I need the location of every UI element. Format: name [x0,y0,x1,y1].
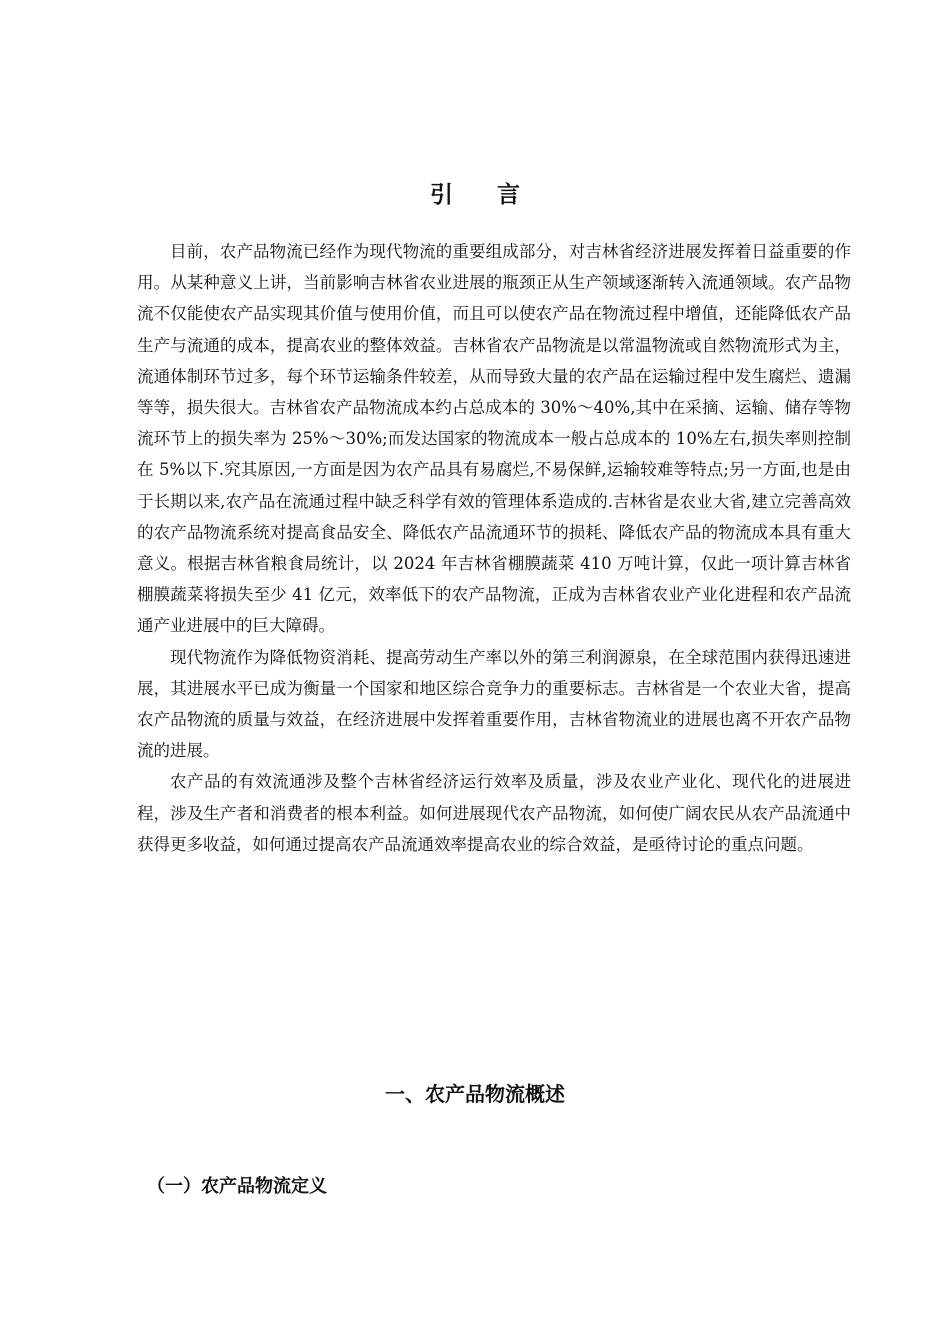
sub-heading: （一）农产品物流定义 [147,1176,327,1197]
body-text [137,236,851,860]
paragraph: 现代物流作为降低物资消耗、提高劳动生产率以外的第三利润源泉，在全球范围内获得迅速进展，其进展水平已成为衡量一个国家和地区综合竞争力的重要标志。吉林省是一个农业大省，提高农产品物流的质量与效益，在经济进展中发挥着重要作用，吉林省物流业的进展也离不开农产品物流的进展。 [137,647,851,761]
page-title: 引 言 [429,182,538,208]
paragraph: 目前，农产品物流已经作为现代物流的重要组成部分，对吉林省经济进展发挥着日益重要的作用。从某种意义上讲，当前影响吉林省农业进展的瓶颈正从生产领域逐渐转入流通领域。农产品物流不仅能使农产品实现其价值与使用价值，而且可以使农产品在物流过程中增值，还能降低农产品生产与流通的成本，提高农业的整体效益。吉林省农产品物流是以常温物流或自然物流形式为主，流通体制环节过多，每个环节运输条件较差，从而导致大量的农产品在运输过程中发生腐烂、遗漏等等，损失很大。吉林省农产品物流成本约占总成本的 30%～40%,其中在采摘、运输、储存等物流环节上的损失率为 25%～30%;而发达国家的物流成本一般占总成本的 10%左右,损失率则控制在 5%以下.究其原因,一方面是因为农产品具有易腐烂,不易保鲜,运输较难等特点;另一方面,也是由于长期以来,农产品在流通过程中缺乏科学有效的管理体系造成的.吉林省是农业大省,建立完善高效的农产品物流系统对提高食品安全、降低农产品流通环节的损耗、降低农产品的物流成本具有重大意义。根据吉林省粮食局统计，以 2024 年吉林省棚膜蔬菜 410 万吨计算，仅此一项计算吉林省棚膜蔬菜将损失至少 41 亿元，效率低下的农产品物流，正成为吉林省农业产业化进程和农产品流通产业进展中的巨大障碍。 [137,242,851,636]
paragraph: 农产品的有效流通涉及整个吉林省经济运行效率及质量，涉及农业产业化、现代化的进展进程，涉及生产者和消费者的根本利益。如何进展现代农产品物流，如何使广阔农民从农产品流通中获得更多收益，如何通过提高农产品流通效率提高农业的综合效益，是亟待讨论的重点问题。 [137,772,851,854]
section-heading: 一、农产品物流概述 [385,1082,565,1106]
